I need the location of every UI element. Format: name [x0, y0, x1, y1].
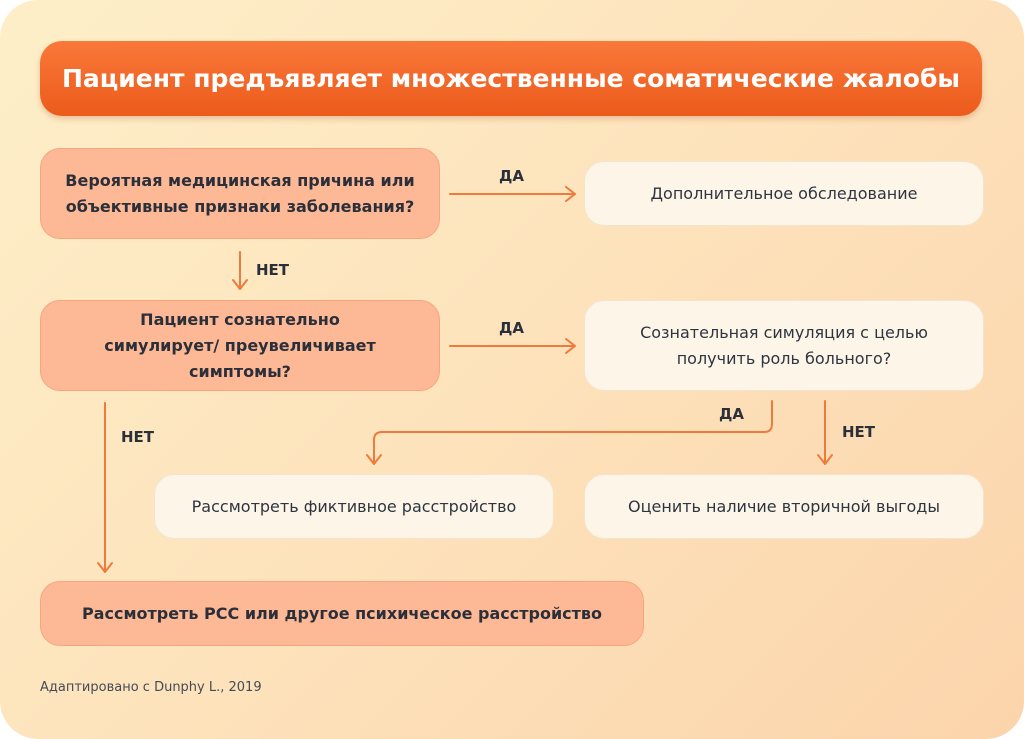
answer-factitious-disorder: Рассмотреть фиктивное расстройство: [154, 474, 554, 539]
label-q3-yes: ДА: [719, 405, 744, 423]
answer-ssd-or-other: Рассмотреть РСС или другое психическое расстройство: [40, 581, 644, 646]
answer-additional-exam: Дополнительное обследование: [584, 161, 984, 226]
question-conscious-simulation: Пациент сознательно симулирует/ преувеличивает симптомы?: [40, 300, 440, 391]
title-banner: Пациент предъявляет множественные соматические жалобы: [40, 41, 982, 116]
label-q3-no: НЕТ: [842, 423, 876, 441]
label-q1-yes: ДА: [499, 167, 524, 185]
question-sick-role: Сознательная симуляция с целью получить роль больного?: [584, 300, 984, 391]
label-q2-yes: ДА: [499, 319, 524, 337]
label-q1-no: НЕТ: [256, 261, 290, 279]
label-q2-no: НЕТ: [121, 428, 155, 446]
question-medical-cause: Вероятная медицинская причина или объективные признаки заболевания?: [40, 148, 440, 239]
answer-secondary-gain: Оценить наличие вторичной выгоды: [584, 474, 984, 539]
arrow-q3-yes: [374, 401, 772, 463]
source-credit: Адаптировано с Dunphy L., 2019: [40, 680, 262, 695]
